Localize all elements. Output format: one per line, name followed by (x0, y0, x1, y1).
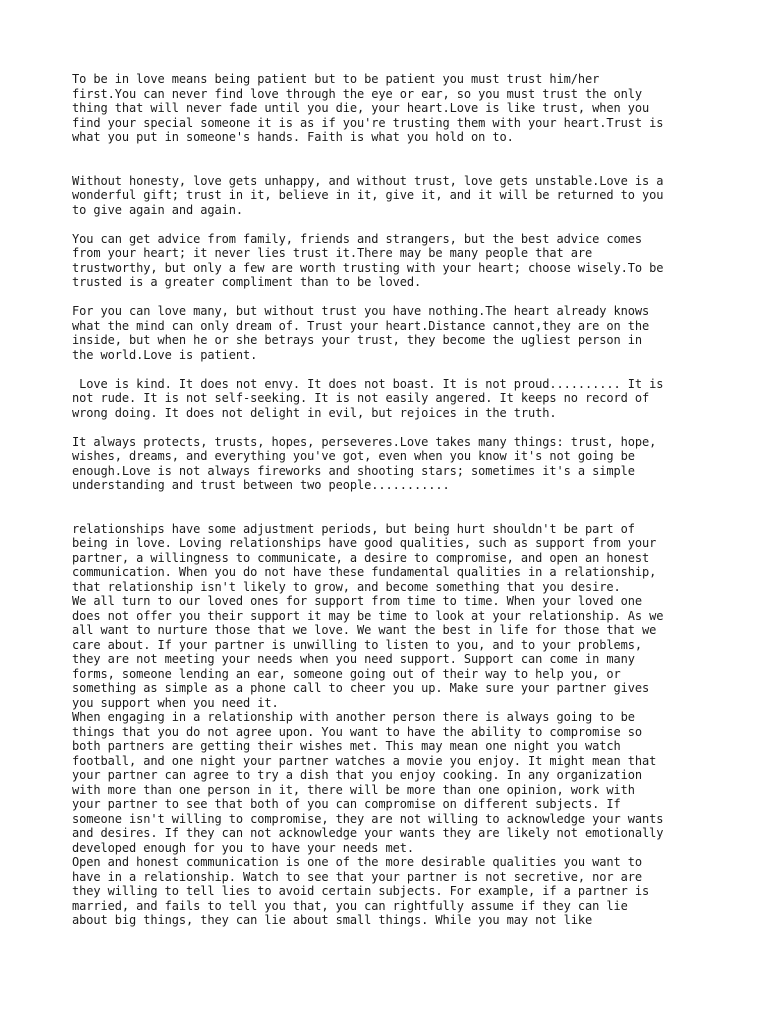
document-page (72, 72, 712, 928)
paragraph-honesty: Without honesty, love gets unhappy, and without trust, love gets unstable.Love is a wonderful gift; trust in it, believe in it, give it, and it will be returned to you to give again and again. (72, 173, 664, 217)
paragraph-spacer (72, 217, 712, 232)
paragraph-spacer (72, 362, 712, 377)
paragraph-advice: You can get advice from family, friends and strangers, but the best advice comes from your heart; it never lies trust it.There may be many people that are trustworthy, but only a few are worth trusting with your heart; choose wisely.To be trusted is a greater compliment than to be loved. (72, 231, 664, 289)
paragraph-love-many: For you can love many, but without trust you have nothing.The heart already knows what the mind can only dream of. Trust your heart.Distance cannot,they are on the inside, but when he or she betrays your trust, they become the ugliest person in the world.Love is patient. (72, 304, 650, 362)
paragraph-spacer (72, 493, 712, 522)
paragraph-spacer (72, 420, 712, 435)
paragraph-love-kind: Love is kind. It does not envy. It does not boast. It is not proud.......... It is not rude. It is not self-seeking. It is not easily angered. It keeps no record of wrong doing. It does not delight in evil, but rejoices in the truth. (72, 376, 664, 420)
paragraph-relationships: relationships have some adjustment periods, but being hurt shouldn't be part of being in love. Loving relationships have good qualities, such as support from your partner, a willingness to communicate, a desire to compromise, and open an honest communication. When you do not have these fundamental qualities in a relationship, that relationship isn't likely to grow, and become something that you desire. We all turn to our loved ones for support from time to time. When your loved one does not offer you their support it may be time to look at your relationship. As we all want to nurture those that we love. We want the best in life for those that we care about. If your partner is unwilling to listen to you, and to your problems, they are not meeting your needs when you need support. Support can come in many forms, someone lending an ear, someone going out of their way to help you, or something as simple as a phone call to cheer you up. Make sure your partner gives you support when you need it. When engaging in a relationship with another person there is always going to be things that you do not agree upon. You want to have the ability to compromise so both partners are getting their wishes met. This may mean one night you watch football, and one night your partner watches a movie you enjoy. It might mean that your partner can agree to try a dish that you enjoy cooking. In any organization with more than one person in it, there will be more than one opinion, work with your partner to see that both of you can compromise on different subjects. If someone isn't willing to compromise, they are not willing to acknowledge your wants and desires. If they can not acknowledge your wants they are likely not emotionally developed enough for you to have your needs met. Open and honest communication is one of the more desirable qualities you want to have in a relationship. Watch to see that your partner is not secretive, nor are they willing to tell lies to avoid certain subjects. For example, if a partner is married, and fails to tell you that, you can rightfully assume if they can lie about big things, they can lie about small things. While you may not like (72, 521, 664, 927)
paragraph-love-patient: To be in love means being patient but to be patient you must trust him/her first.You can never find love through the eye or ear, so you must trust the only thing that will never fade until you die, your heart.Love is like trust, when you find your special someone it is as if you're trusting them with your heart.Trust is what you put in someone's hands. Faith is what you hold on to. (72, 72, 664, 144)
paragraph-spacer (72, 145, 712, 174)
paragraph-spacer (72, 290, 712, 305)
paragraph-protects: It always protects, trusts, hopes, perseveres.Love takes many things: trust, hope, wishes, dreams, and everything you've got, even when you know it's not going be enough.Love is not always fireworks and shooting stars; sometimes it's a simple understanding and trust between two people........... (72, 434, 657, 492)
